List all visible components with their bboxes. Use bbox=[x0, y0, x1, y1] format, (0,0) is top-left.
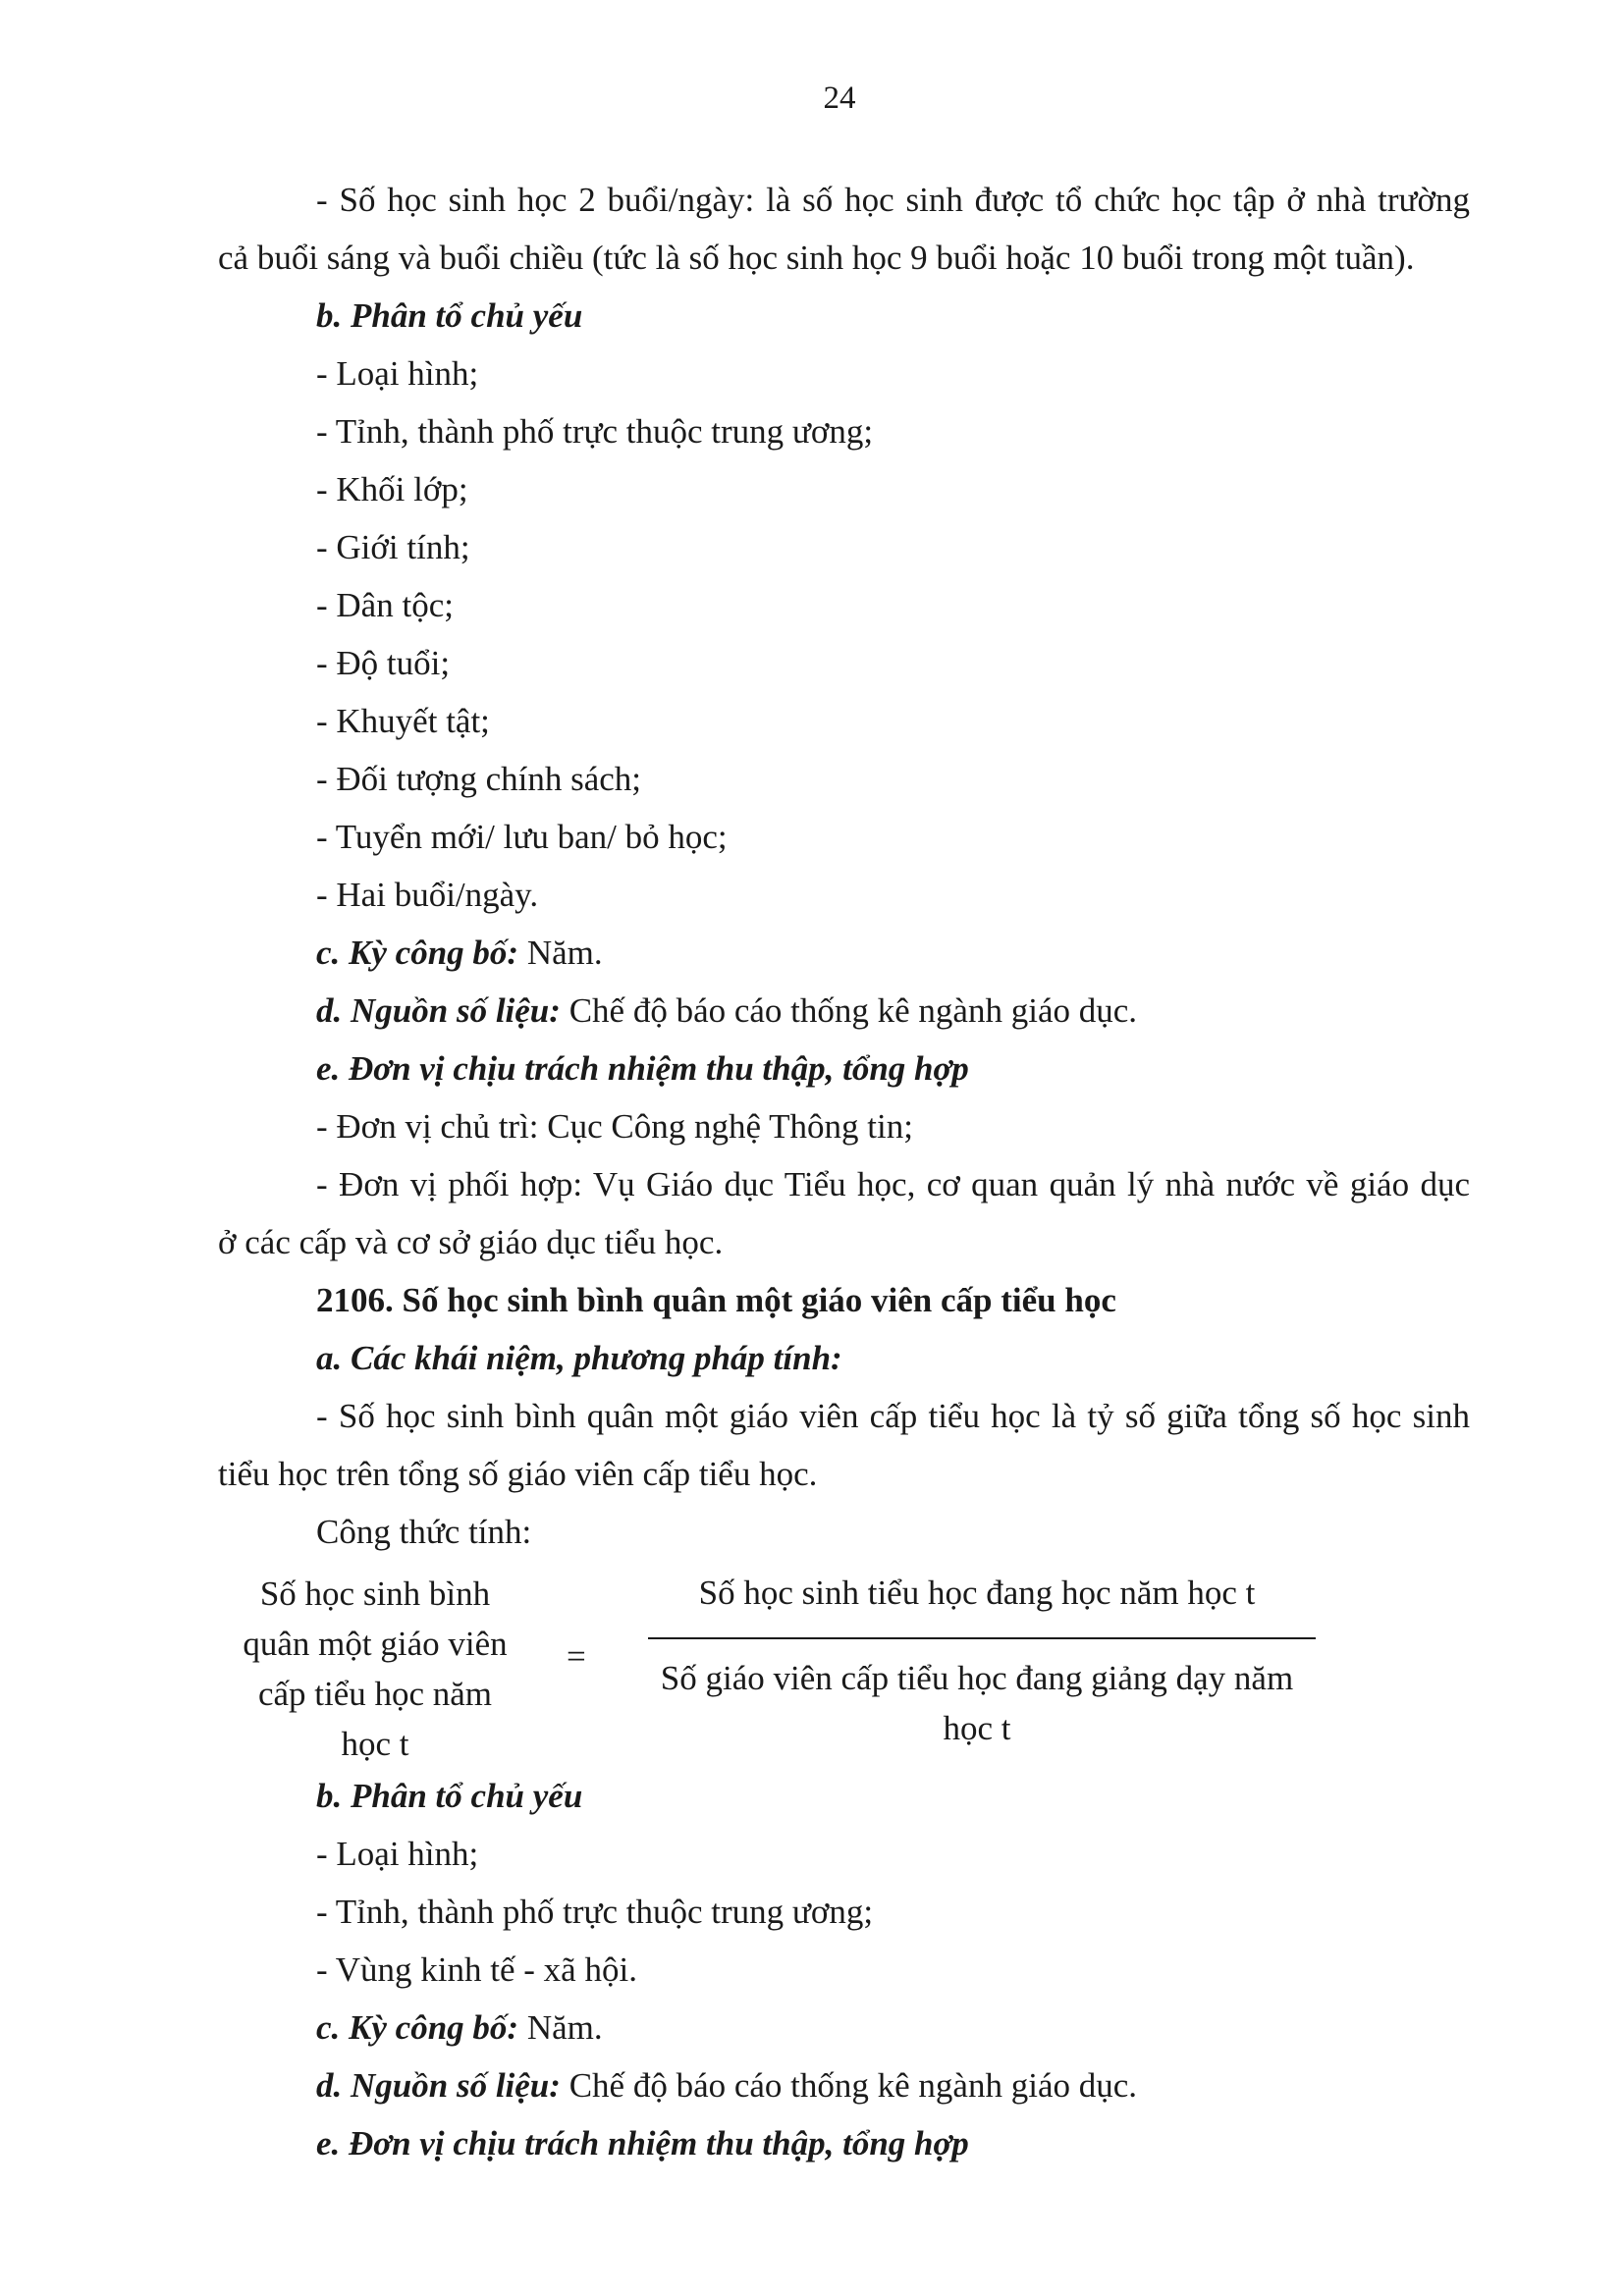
equals-sign: = bbox=[567, 1637, 586, 1676]
denominator-line: học t bbox=[943, 1709, 1011, 1747]
list-item: - Tỉnh, thành phố trực thuộc trung ương; bbox=[316, 1893, 874, 1931]
list-item: - Vùng kinh tế - xã hội. bbox=[316, 1950, 637, 1989]
publication-period bbox=[218, 924, 1470, 982]
data-source bbox=[218, 982, 1470, 1040]
paragraph-line: cả buổi sáng và buổi chiều (tức là số học sinh học 9 buổi hoặc 10 buổi trong một tuần). bbox=[218, 239, 1415, 277]
value: Chế độ báo cáo thống kê ngành giáo dục. bbox=[560, 991, 1138, 1030]
indicator-title: 2106. Số học sinh bình quân một giáo viên cấp tiểu học bbox=[316, 1281, 1116, 1319]
formula-left-line: quân một giáo viên bbox=[243, 1625, 508, 1663]
list-item: - Loại hình; bbox=[316, 1835, 479, 1873]
label: c. Kỳ công bố: bbox=[316, 2008, 519, 2047]
paragraph-line: - Đơn vị phối hợp: Vụ Giáo dục Tiểu học, cơ quan quản lý nhà nước về giáo dục bbox=[316, 1165, 1470, 1203]
paragraph-line: - Số học sinh học 2 buổi/ngày: là số học sinh được tổ chức học tập ở nhà trường bbox=[316, 181, 1470, 219]
formula-fraction bbox=[638, 1561, 1316, 1753]
section-heading-b: b. Phân tổ chủ yếu bbox=[316, 296, 583, 335]
formula-left-side bbox=[218, 1569, 532, 1769]
publication-period bbox=[218, 1999, 1470, 2056]
list-item: - Khuyết tật; bbox=[316, 702, 490, 740]
fraction-bar bbox=[648, 1637, 1316, 1639]
list-item: - Đối tượng chính sách; bbox=[316, 760, 642, 798]
value: Chế độ báo cáo thống kê ngành giáo dục. bbox=[560, 2066, 1138, 2105]
label: d. Nguồn số liệu: bbox=[316, 2066, 561, 2105]
list-item: - Tỉnh, thành phố trực thuộc trung ương; bbox=[316, 412, 874, 451]
label: c. Kỳ công bố: bbox=[316, 934, 519, 972]
value: Năm. bbox=[518, 2008, 603, 2047]
data-source bbox=[218, 2056, 1470, 2114]
list-item: - Hai buổi/ngày. bbox=[316, 876, 539, 914]
section-heading-a: a. Các khái niệm, phương pháp tính: bbox=[316, 1339, 842, 1377]
formula-left-line: Số học sinh bình bbox=[259, 1575, 491, 1613]
section-heading-e: e. Đơn vị chịu trách nhiệm thu thập, tổng hợp bbox=[316, 1049, 969, 1088]
document-body bbox=[218, 171, 1470, 2172]
section-heading-b: b. Phân tổ chủ yếu bbox=[316, 1777, 583, 1815]
list-item: - Độ tuổi; bbox=[316, 644, 451, 682]
formula-left-line: cấp tiểu học năm bbox=[257, 1675, 493, 1713]
list-item: - Tuyển mới/ lưu ban/ bỏ học; bbox=[316, 818, 728, 856]
paragraph-line: tiểu học trên tổng số giáo viên cấp tiểu học. bbox=[218, 1455, 818, 1493]
formula bbox=[218, 1561, 1470, 1767]
denominator-line: Số giáo viên cấp tiểu học đang giảng dạy năm bbox=[660, 1659, 1294, 1697]
list-item: - Dân tộc; bbox=[316, 586, 454, 624]
list-item: - Khối lớp; bbox=[316, 470, 468, 508]
page-number: 24 bbox=[823, 80, 856, 116]
list-item: - Loại hình; bbox=[316, 354, 479, 393]
section-heading-e: e. Đơn vị chịu trách nhiệm thu thập, tổng hợp bbox=[316, 2124, 969, 2163]
label: d. Nguồn số liệu: bbox=[316, 991, 561, 1030]
numerator: Số học sinh tiểu học đang học năm học t bbox=[698, 1574, 1256, 1612]
paragraph-line: - Số học sinh bình quân một giáo viên cấp tiểu học là tỷ số giữa tổng số học sinh bbox=[316, 1397, 1470, 1435]
list-item: - Đơn vị chủ trì: Cục Công nghệ Thông tin; bbox=[316, 1107, 913, 1146]
formula-label: Công thức tính: bbox=[316, 1513, 532, 1551]
denominator bbox=[638, 1653, 1316, 1753]
formula-left-line: học t bbox=[341, 1725, 409, 1763]
list-item: - Giới tính; bbox=[316, 528, 470, 566]
value: Năm. bbox=[518, 934, 603, 972]
paragraph-line: ở các cấp và cơ sở giáo dục tiểu học. bbox=[218, 1223, 724, 1261]
